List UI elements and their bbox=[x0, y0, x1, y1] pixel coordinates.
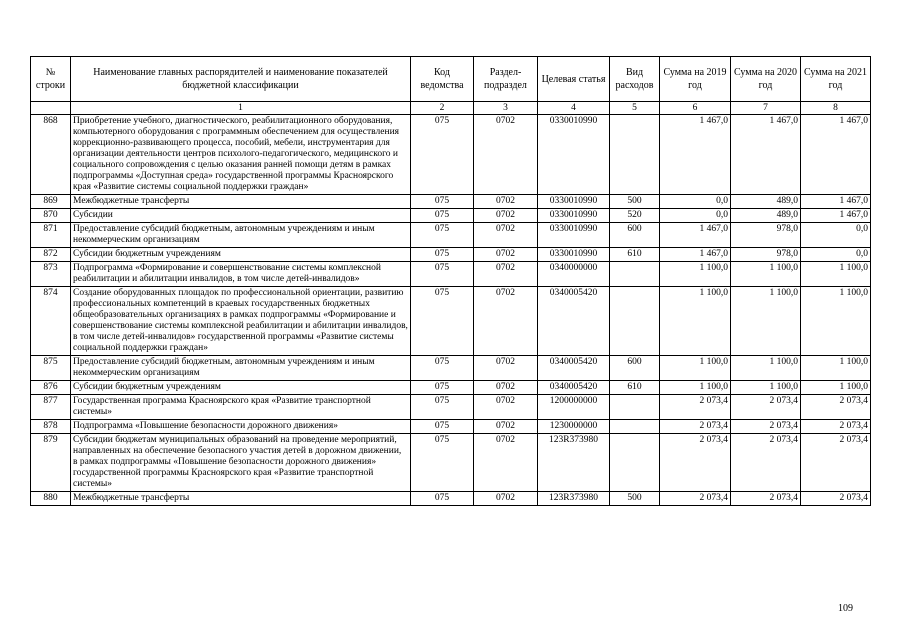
row-expense-kind bbox=[610, 262, 660, 287]
header-target: Целевая статья bbox=[538, 57, 610, 102]
table-row bbox=[31, 209, 871, 223]
row-number: 876 bbox=[31, 381, 71, 395]
row-sum-2019: 2 073,4 bbox=[660, 434, 731, 492]
row-target-item: 0330010990 bbox=[538, 115, 610, 195]
row-target-item: 0330010990 bbox=[538, 223, 610, 248]
row-expense-kind: 500 bbox=[610, 492, 660, 506]
table-row bbox=[31, 492, 871, 506]
row-sum-2020: 978,0 bbox=[731, 223, 801, 248]
colnum-7: 7 bbox=[731, 102, 801, 115]
row-sum-2021: 2 073,4 bbox=[801, 434, 871, 492]
row-name: Предоставление субсидий бюджетным, автономным учреждениям и иным некоммерческим организациям bbox=[71, 223, 411, 248]
row-section: 0702 bbox=[474, 195, 538, 209]
row-sum-2020: 1 100,0 bbox=[731, 287, 801, 356]
row-expense-kind: 600 bbox=[610, 356, 660, 381]
row-dept-code: 075 bbox=[411, 248, 474, 262]
colnum-4: 4 bbox=[538, 102, 610, 115]
header-row bbox=[31, 57, 871, 102]
row-number: 878 bbox=[31, 420, 71, 434]
row-dept-code: 075 bbox=[411, 434, 474, 492]
column-number-row bbox=[31, 102, 871, 115]
row-target-item: 0330010990 bbox=[538, 195, 610, 209]
row-dept-code: 075 bbox=[411, 209, 474, 223]
row-sum-2019: 1 467,0 bbox=[660, 248, 731, 262]
colnum-5: 5 bbox=[610, 102, 660, 115]
row-sum-2021: 2 073,4 bbox=[801, 492, 871, 506]
row-name: Субсидии бюджетным учреждениям bbox=[71, 248, 411, 262]
header-dept: Код ведомства bbox=[411, 57, 474, 102]
row-name: Субсидии бюджетным учреждениям bbox=[71, 381, 411, 395]
row-sum-2021: 1 100,0 bbox=[801, 287, 871, 356]
row-expense-kind bbox=[610, 287, 660, 356]
row-section: 0702 bbox=[474, 209, 538, 223]
row-number: 879 bbox=[31, 434, 71, 492]
row-sum-2020: 489,0 bbox=[731, 195, 801, 209]
row-number: 868 bbox=[31, 115, 71, 195]
table-row bbox=[31, 434, 871, 492]
row-sum-2020: 1 100,0 bbox=[731, 381, 801, 395]
row-target-item: 0340005420 bbox=[538, 356, 610, 381]
row-number: 872 bbox=[31, 248, 71, 262]
colnum-3: 3 bbox=[474, 102, 538, 115]
row-dept-code: 075 bbox=[411, 395, 474, 420]
row-name: Предоставление субсидий бюджетным, автономным учреждениям и иным некоммерческим организациям bbox=[71, 356, 411, 381]
row-expense-kind: 610 bbox=[610, 248, 660, 262]
table-row bbox=[31, 420, 871, 434]
row-expense-kind: 600 bbox=[610, 223, 660, 248]
row-dept-code: 075 bbox=[411, 195, 474, 209]
row-sum-2020: 2 073,4 bbox=[731, 434, 801, 492]
row-name: Приобретение учебного, диагностического, реабилитационного оборудования, компьютерного оборудования с программным обеспечением для осуществления коррекционно-развивающего процесса, пособий, мебели, инструментария для организации деятельности центров психолого-педагогического, медицинского и социального сопровождения с целью оказания ранней помощи детям в рамках подпрограммы «Доступная среда» государственной программы Красноярского края «Развитие системы социальной поддержки граждан» bbox=[71, 115, 411, 195]
page-number: 109 bbox=[838, 603, 853, 614]
row-sum-2019: 1 467,0 bbox=[660, 223, 731, 248]
colnum-1: 1 bbox=[71, 102, 411, 115]
row-name: Межбюджетные трансферты bbox=[71, 195, 411, 209]
row-name: Подпрограмма «Формирование и совершенствование системы комплексной реабилитации и абилитации инвалидов, в том числе детей-инвалидов» bbox=[71, 262, 411, 287]
row-sum-2019: 1 100,0 bbox=[660, 262, 731, 287]
row-dept-code: 075 bbox=[411, 287, 474, 356]
row-dept-code: 075 bbox=[411, 223, 474, 248]
row-sum-2020: 489,0 bbox=[731, 209, 801, 223]
row-name: Субсидии бюджетам муниципальных образований на проведение мероприятий, направленных на обеспечение безопасного участия детей в дорожном движении, в рамках подпрограммы «Повышение безопасности дорожного движения» государственной программы Красноярского края «Развитие транспортной системы» bbox=[71, 434, 411, 492]
table-row bbox=[31, 115, 871, 195]
table-row bbox=[31, 287, 871, 356]
row-sum-2020: 2 073,4 bbox=[731, 492, 801, 506]
row-sum-2021: 1 100,0 bbox=[801, 356, 871, 381]
row-section: 0702 bbox=[474, 262, 538, 287]
row-number: 869 bbox=[31, 195, 71, 209]
table-row bbox=[31, 395, 871, 420]
colnum-2: 2 bbox=[411, 102, 474, 115]
row-sum-2019: 1 100,0 bbox=[660, 381, 731, 395]
row-target-item: 0340005420 bbox=[538, 381, 610, 395]
row-name: Межбюджетные трансферты bbox=[71, 492, 411, 506]
budget-table bbox=[30, 56, 871, 506]
row-sum-2021: 2 073,4 bbox=[801, 420, 871, 434]
row-expense-kind bbox=[610, 434, 660, 492]
table-row bbox=[31, 195, 871, 209]
row-number: 874 bbox=[31, 287, 71, 356]
row-number: 877 bbox=[31, 395, 71, 420]
row-expense-kind: 520 bbox=[610, 209, 660, 223]
row-section: 0702 bbox=[474, 395, 538, 420]
row-section: 0702 bbox=[474, 434, 538, 492]
row-target-item: 0340000000 bbox=[538, 262, 610, 287]
header-num: № строки bbox=[31, 57, 71, 102]
row-number: 873 bbox=[31, 262, 71, 287]
row-sum-2020: 2 073,4 bbox=[731, 420, 801, 434]
colnum-6: 6 bbox=[660, 102, 731, 115]
row-section: 0702 bbox=[474, 287, 538, 356]
row-sum-2021: 1 467,0 bbox=[801, 195, 871, 209]
row-sum-2020: 1 100,0 bbox=[731, 262, 801, 287]
row-sum-2020: 2 073,4 bbox=[731, 395, 801, 420]
row-sum-2021: 1 100,0 bbox=[801, 262, 871, 287]
row-sum-2019: 0,0 bbox=[660, 209, 731, 223]
row-sum-2020: 1 467,0 bbox=[731, 115, 801, 195]
row-sum-2019: 2 073,4 bbox=[660, 492, 731, 506]
row-dept-code: 075 bbox=[411, 381, 474, 395]
row-target-item: 0330010990 bbox=[538, 248, 610, 262]
row-target-item: 0340005420 bbox=[538, 287, 610, 356]
row-dept-code: 075 bbox=[411, 115, 474, 195]
row-sum-2019: 1 100,0 bbox=[660, 356, 731, 381]
table-row bbox=[31, 262, 871, 287]
row-sum-2021: 0,0 bbox=[801, 223, 871, 248]
row-sum-2021: 2 073,4 bbox=[801, 395, 871, 420]
table-row bbox=[31, 356, 871, 381]
row-sum-2021: 0,0 bbox=[801, 248, 871, 262]
row-target-item: 1200000000 bbox=[538, 395, 610, 420]
row-section: 0702 bbox=[474, 248, 538, 262]
header-sum-2021: Сумма на 2021 год bbox=[801, 57, 871, 102]
row-section: 0702 bbox=[474, 115, 538, 195]
row-name: Субсидии bbox=[71, 209, 411, 223]
row-expense-kind bbox=[610, 395, 660, 420]
header-sum-2019: Сумма на 2019 год bbox=[660, 57, 731, 102]
table-row bbox=[31, 248, 871, 262]
row-section: 0702 bbox=[474, 492, 538, 506]
row-name: Создание оборудованных площадок по профессиональной ориентации, развитию профессиональных компетенций в краевых государственных бюджетных общеобразовательных организациях в рамках подпрограммы «Формирование и совершенствование системы комплексной реабилитации и абилитации инвалидов, в том числе детей-инвалидов» государственной программы «Развитие системы социальной поддержки граждан» bbox=[71, 287, 411, 356]
row-dept-code: 075 bbox=[411, 356, 474, 381]
row-sum-2020: 978,0 bbox=[731, 248, 801, 262]
row-sum-2020: 1 100,0 bbox=[731, 356, 801, 381]
row-section: 0702 bbox=[474, 356, 538, 381]
row-sum-2019: 2 073,4 bbox=[660, 395, 731, 420]
row-name: Подпрограмма «Повышение безопасности дорожного движения» bbox=[71, 420, 411, 434]
row-number: 880 bbox=[31, 492, 71, 506]
row-target-item: 0330010990 bbox=[538, 209, 610, 223]
row-expense-kind bbox=[610, 115, 660, 195]
row-section: 0702 bbox=[474, 381, 538, 395]
row-expense-kind: 610 bbox=[610, 381, 660, 395]
row-sum-2019: 0,0 bbox=[660, 195, 731, 209]
colnum-8: 8 bbox=[801, 102, 871, 115]
header-name: Наименование главных распорядителей и наименование показателей бюджетной классификации bbox=[71, 57, 411, 102]
row-name: Государственная программа Красноярского края «Развитие транспортной системы» bbox=[71, 395, 411, 420]
header-section: Раздел-подраздел bbox=[474, 57, 538, 102]
row-number: 871 bbox=[31, 223, 71, 248]
row-target-item: 123R373980 bbox=[538, 492, 610, 506]
row-sum-2021: 1 467,0 bbox=[801, 209, 871, 223]
row-dept-code: 075 bbox=[411, 420, 474, 434]
row-sum-2021: 1 100,0 bbox=[801, 381, 871, 395]
table-row bbox=[31, 223, 871, 248]
row-dept-code: 075 bbox=[411, 262, 474, 287]
row-number: 870 bbox=[31, 209, 71, 223]
row-expense-kind bbox=[610, 420, 660, 434]
row-section: 0702 bbox=[474, 420, 538, 434]
row-target-item: 123R373980 bbox=[538, 434, 610, 492]
row-sum-2019: 1 100,0 bbox=[660, 287, 731, 356]
row-sum-2021: 1 467,0 bbox=[801, 115, 871, 195]
row-target-item: 1230000000 bbox=[538, 420, 610, 434]
table-row bbox=[31, 381, 871, 395]
row-sum-2019: 1 467,0 bbox=[660, 115, 731, 195]
colnum-blank bbox=[31, 102, 71, 115]
row-sum-2019: 2 073,4 bbox=[660, 420, 731, 434]
row-section: 0702 bbox=[474, 223, 538, 248]
header-sum-2020: Сумма на 2020 год bbox=[731, 57, 801, 102]
row-expense-kind: 500 bbox=[610, 195, 660, 209]
row-dept-code: 075 bbox=[411, 492, 474, 506]
header-kind: Вид расходов bbox=[610, 57, 660, 102]
budget-body bbox=[31, 102, 871, 506]
row-number: 875 bbox=[31, 356, 71, 381]
